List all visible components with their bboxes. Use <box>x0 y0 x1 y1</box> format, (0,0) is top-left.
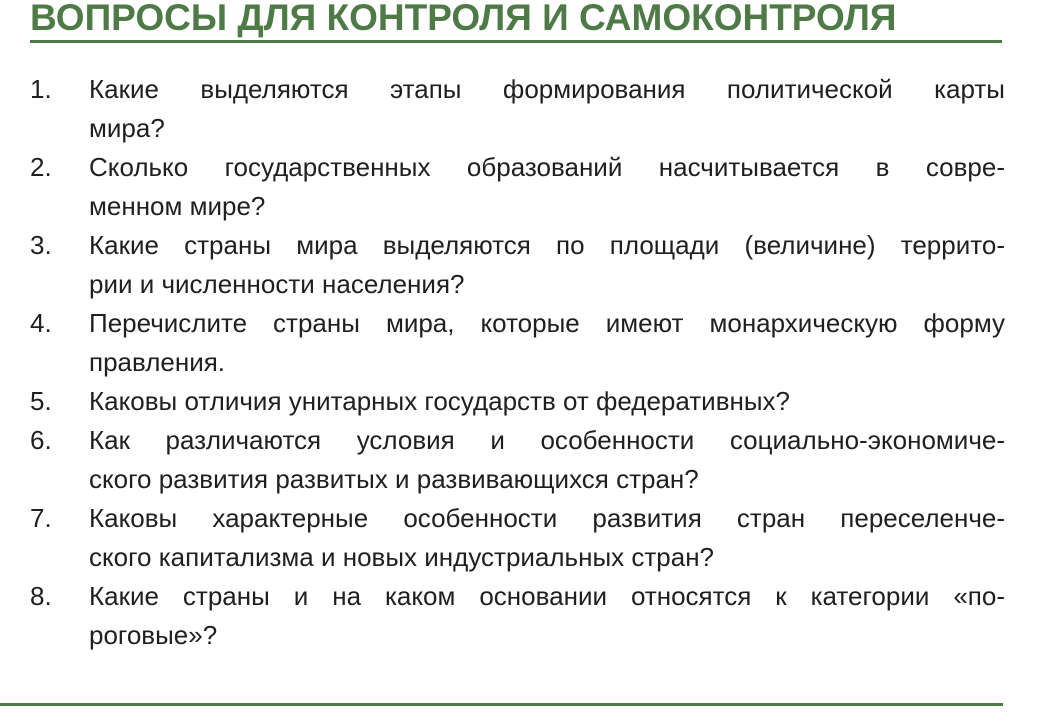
question-text-line: правления. <box>89 347 226 377</box>
footer-divider <box>0 703 1003 706</box>
question-text-line: роговые»? <box>89 620 218 650</box>
question-number: 2. <box>30 152 52 182</box>
question-text-line: рии и численности населения? <box>89 269 465 299</box>
question-text-line: Как различаются условия и особенности социально-экономиче- <box>89 425 1005 455</box>
question-item <box>30 499 1005 577</box>
question-item <box>30 304 1005 382</box>
question-text-line: Перечислите страны мира, которые имеют монархическую форму <box>89 308 1005 338</box>
question-item <box>30 70 1005 148</box>
question-number: 3. <box>30 230 52 260</box>
question-item <box>30 382 1005 421</box>
question-number: 8. <box>30 581 52 611</box>
question-item <box>30 226 1005 304</box>
question-text-line: Какие выделяются этапы формирования политической карты <box>89 74 1005 104</box>
question-number: 5. <box>30 386 52 416</box>
question-text-line: мира? <box>89 113 165 143</box>
question-item <box>30 577 1005 655</box>
question-text-line: Какие страны мира выделяются по площади (величине) террито- <box>89 230 1005 260</box>
question-number: 1. <box>30 74 52 104</box>
question-text-line: ского развития развитых и развивающихся стран? <box>89 464 699 494</box>
section-heading: ВОПРОСЫ ДЛЯ КОНТРОЛЯ И САМОКОНТРОЛЯ <box>30 0 897 38</box>
question-text-line: Какие страны и на каком основании относятся к категории «по- <box>89 581 1005 611</box>
question-item <box>30 421 1005 499</box>
question-number: 7. <box>30 503 52 533</box>
question-item <box>30 148 1005 226</box>
question-text-line: менном мире? <box>89 191 266 221</box>
question-text-line: Каковы отличия унитарных государств от федеративных? <box>89 386 791 416</box>
heading-underline <box>30 40 1002 43</box>
question-number: 4. <box>30 308 52 338</box>
questions-list <box>30 70 1005 655</box>
question-text-line: Каковы характерные особенности развития стран переселенче- <box>89 503 1005 533</box>
question-number: 6. <box>30 425 52 455</box>
question-text-line: ского капитализма и новых индустриальных стран? <box>89 542 715 572</box>
question-text-line: Сколько государственных образований насчитывается в совре- <box>89 152 1005 182</box>
